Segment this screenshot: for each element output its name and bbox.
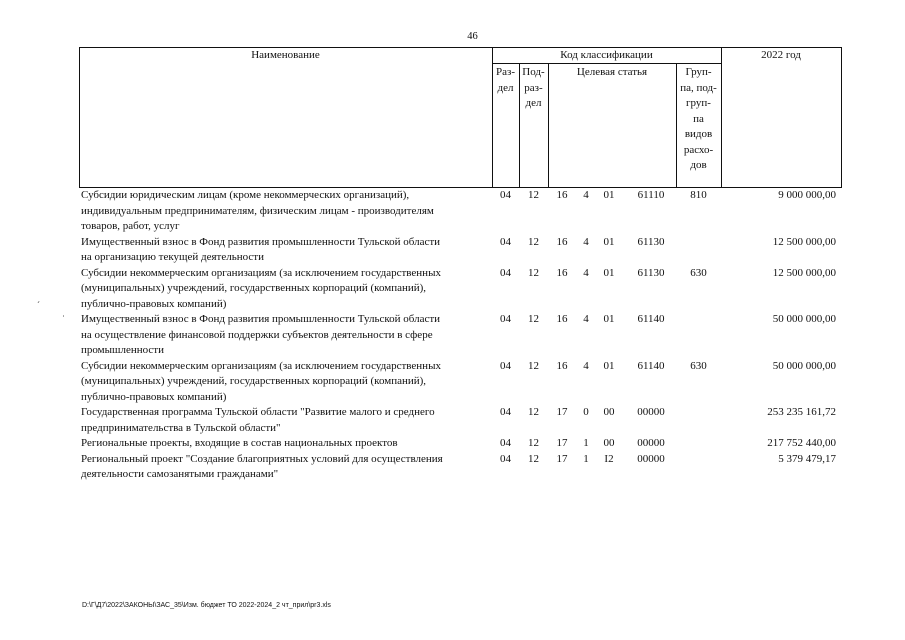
cell-t4: 61130 xyxy=(637,266,665,279)
header-name: Наименование xyxy=(251,49,320,61)
row-name xyxy=(81,235,491,266)
cell-t1: 16 xyxy=(556,189,568,201)
cell-amount: 50 000 000,00 xyxy=(772,313,836,325)
cell-t4: 00000 xyxy=(637,452,665,465)
cell-t3: 00 xyxy=(603,406,615,418)
margin-mark: ˊ xyxy=(37,300,40,310)
cell-vid: 810 xyxy=(690,189,707,201)
file-path-footer: D:\Г\Д7\2022\ЗАКОНЫ\ЗАС_35\Изм. бюджет ТО 2022-2024_2 чт_прил\pr3.xls xyxy=(82,602,331,609)
cell-amount: 217 752 440,00 xyxy=(767,437,836,449)
header-code: Код классификации xyxy=(560,49,653,61)
table-row xyxy=(79,359,842,406)
cell-t2: 4 xyxy=(583,235,589,248)
cell-amount: 12 500 000,00 xyxy=(772,266,836,279)
row-name-line: на организацию текущей деятельности xyxy=(81,251,264,263)
cell-t1: 17 xyxy=(556,437,568,449)
margin-mark: ˙ xyxy=(62,314,65,324)
row-name xyxy=(81,359,491,406)
cell-t2: 0 xyxy=(583,406,589,418)
cell-razdel: 04 xyxy=(500,437,511,449)
row-name-line: Субсидии некоммерческим организациям (за исключением государственных xyxy=(81,266,441,279)
cell-amount: 12 500 000,00 xyxy=(772,235,836,248)
cell-razdel: 04 xyxy=(500,189,511,201)
cell-t4: 00000 xyxy=(637,406,665,418)
cell-podrazdel: 12 xyxy=(528,452,539,465)
cell-podrazdel: 12 xyxy=(528,189,539,201)
row-name xyxy=(81,312,491,359)
row-name-line: Государственная программа Тульской области "Развитие малого и среднего xyxy=(81,406,435,418)
row-name-line: предпринимательства в Тульской области" xyxy=(81,421,281,434)
cell-podrazdel: 12 xyxy=(528,235,539,248)
header-year: 2022 год xyxy=(761,49,801,61)
cell-t4: 61110 xyxy=(637,189,665,201)
cell-t3: I2 xyxy=(604,452,614,465)
row-name-line: публично-правовых компаний) xyxy=(81,297,227,310)
cell-vid: 630 xyxy=(690,266,707,279)
table-row xyxy=(79,235,842,266)
cell-t1: 16 xyxy=(556,266,568,279)
cell-t2: 4 xyxy=(583,359,589,372)
cell-t4: 61130 xyxy=(637,235,665,248)
row-name xyxy=(81,405,491,436)
cell-podrazdel: 12 xyxy=(528,266,539,279)
cell-podrazdel: 12 xyxy=(528,406,539,418)
row-name-line: Имущественный взнос в Фонд развития промышленности Тульской области xyxy=(81,235,441,248)
cell-amount: 50 000 000,00 xyxy=(772,359,836,372)
border-code-right xyxy=(721,47,722,188)
table-row xyxy=(79,452,842,483)
cell-razdel: 04 xyxy=(500,406,511,418)
row-name-line: Региональный проект "Создание благоприятных условий для осуществления xyxy=(81,452,443,465)
row-name-line: на осуществление финансовой поддержки субъектов деятельности в сфере xyxy=(81,328,433,341)
cell-podrazdel: 12 xyxy=(528,437,539,449)
row-name xyxy=(81,436,491,452)
cell-t3: 01 xyxy=(603,266,615,279)
row-name-line: (муниципальных) учреждений, государственных корпораций (компаний), xyxy=(81,375,427,387)
cell-t2: 1 xyxy=(583,452,589,465)
cell-amount: 9 000 000,00 xyxy=(778,189,836,201)
cell-vid: 630 xyxy=(690,359,707,372)
header-podrazdel: Под- раз- дел xyxy=(522,66,545,109)
cell-t4: 61140 xyxy=(637,359,665,372)
cell-podrazdel: 12 xyxy=(528,313,539,325)
page-number: 46 xyxy=(467,31,478,42)
cell-razdel: 04 xyxy=(500,452,511,465)
row-name xyxy=(81,452,491,483)
cell-t3: 01 xyxy=(603,235,615,248)
row-name-line: Субсидии некоммерческим организациям (за исключением государственных xyxy=(81,359,441,372)
header-razdel: Раз- дел xyxy=(495,66,515,94)
header-group: Груп- па, под- груп- па видов расхо- дов xyxy=(680,66,717,171)
cell-amount: 5 379 479,17 xyxy=(778,452,836,465)
cell-t2: 4 xyxy=(583,313,589,325)
row-name-line: (муниципальных) учреждений, государственных корпораций (компаний), xyxy=(81,282,427,294)
row-name xyxy=(81,266,491,313)
border-podrazdel xyxy=(548,63,549,188)
cell-t1: 16 xyxy=(556,359,568,372)
cell-t1: 16 xyxy=(556,313,568,325)
cell-t1: 17 xyxy=(556,452,568,465)
row-name-line: Имущественный взнос в Фонд развития промышленности Тульской области xyxy=(81,313,441,325)
cell-t3: 00 xyxy=(603,437,615,449)
cell-razdel: 04 xyxy=(500,313,511,325)
cell-t1: 16 xyxy=(556,235,568,248)
cell-t2: 1 xyxy=(583,437,589,449)
cell-podrazdel: 12 xyxy=(528,359,539,372)
border-left xyxy=(79,47,80,188)
cell-razdel: 04 xyxy=(500,235,511,248)
row-name-line: Региональные проекты, входящие в состав национальных проектов xyxy=(81,437,398,449)
table-header xyxy=(79,47,842,188)
row-name-line: промышленности xyxy=(81,344,164,356)
row-name-line: товаров, работ, услуг xyxy=(81,220,180,232)
cell-t3: 01 xyxy=(603,313,615,325)
cell-t2: 4 xyxy=(583,189,589,201)
cell-t3: 01 xyxy=(603,189,615,201)
cell-razdel: 04 xyxy=(500,359,511,372)
cell-t4: 00000 xyxy=(637,437,665,449)
cell-t4: 61140 xyxy=(637,313,665,325)
header-target: Целевая статья xyxy=(576,66,648,78)
table-row xyxy=(79,266,842,313)
row-name-line: деятельности самозанятыми гражданами" xyxy=(81,468,279,480)
table-row xyxy=(79,436,842,452)
cell-t1: 17 xyxy=(556,406,568,418)
table-row xyxy=(79,188,842,235)
table-row xyxy=(79,312,842,359)
table-body xyxy=(79,188,842,483)
row-name-line: публично-правовых компаний) xyxy=(81,390,227,403)
cell-t3: 01 xyxy=(603,359,615,372)
cell-t2: 4 xyxy=(583,266,589,279)
border-right xyxy=(841,47,842,188)
cell-razdel: 04 xyxy=(500,266,511,279)
row-name xyxy=(81,188,491,235)
row-name-line: Субсидии юридическим лицам (кроме некоммерческих организаций), xyxy=(81,189,410,201)
cell-amount: 253 235 161,72 xyxy=(767,406,836,418)
row-name-line: индивидуальным предпринимателям, физическим лицам - производителям xyxy=(81,204,434,217)
table-row xyxy=(79,405,842,436)
